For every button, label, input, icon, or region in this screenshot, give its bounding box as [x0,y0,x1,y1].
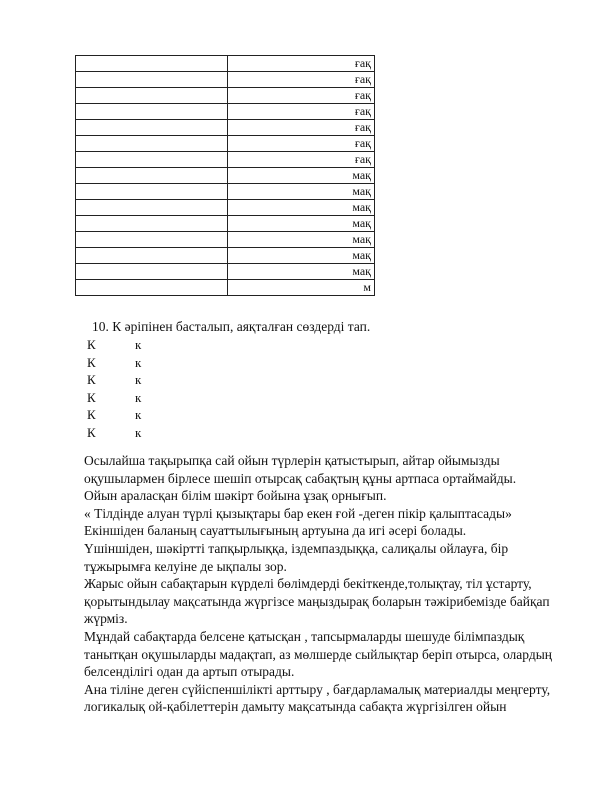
last-letter: к [135,337,142,352]
list-item [87,406,167,424]
task-title: 10. К әріпінен басталып, аяқталған сөздерді тап. [92,319,371,334]
letter-list [87,336,167,441]
last-letter: к [135,407,142,422]
body-line: оқушылармен бірлесе шешіп отырсақ сабақтың құны артпаса ортаймайды. [84,470,517,486]
table-cell-blank [76,232,228,248]
table-cell-suffix: ғақ [228,120,375,136]
body-line: тұжырымға келуіне де ықпалы зор. [84,558,287,574]
table-row [76,200,375,216]
suffix-table [75,55,375,296]
table-row [76,136,375,152]
body-line: жүрміз. [84,611,128,627]
table-cell-suffix: ғақ [228,72,375,88]
table-row [76,72,375,88]
first-letter: К [87,354,96,370]
table-row [76,280,375,296]
table-cell-suffix: мақ [228,184,375,200]
table-cell-suffix: ғақ [228,152,375,168]
body-line: белсенділігі одан да артып отырады. [84,664,295,680]
table-cell-suffix: мақ [228,248,375,264]
suffix-table-body [76,56,375,296]
table-cell-blank [76,248,228,264]
table-row [76,152,375,168]
body-line: Ана тіліне деген сүйіспеншілікті арттыру , бағдарламалық материалды меңгерту, [84,681,551,697]
table-row [76,104,375,120]
table-cell-suffix: ғақ [228,88,375,104]
table-cell-blank [76,88,228,104]
table-row [76,120,375,136]
first-letter: К [87,372,96,387]
list-item [87,371,167,389]
table-cell-blank [76,104,228,120]
table-cell-suffix: мақ [228,232,375,248]
body-line: Мұндай сабақтарда белсене қатысқан , тапсырмаларды шешуде білімпаздық [84,628,525,644]
table-cell-blank [76,168,228,184]
table-cell-blank [76,152,228,168]
table-cell-suffix: ғақ [228,104,375,120]
table-cell-blank [76,264,228,280]
table-row [76,88,375,104]
table-cell-suffix: ғақ [228,56,375,72]
table-row [76,248,375,264]
table-cell-blank [76,200,228,216]
first-letter: К [87,337,96,352]
body-line: Үшіншіден, шәкіртті тапқырлыққа, іздемпаздыққа, салиқалы ойлауға, бір [84,540,509,556]
table-row [76,168,375,184]
first-letter: К [87,407,96,422]
table-row [76,232,375,248]
table-cell-suffix: мақ [228,168,375,184]
body-line: логикалық ой-қабілеттерін дамыту мақсатында сабақта жүргізілген ойын [84,699,507,715]
body-line: Жарыс ойын сабақтарын күрделі бөлімдерді бекіткенде,толықтау, тіл ұстарту, [84,576,532,592]
list-item [87,336,167,354]
body-line: танытқан оқушыларды мадақтап, аз мөлшерде сыйлықтар беріп отырса, олардың [84,646,553,662]
body-line: қорытындылау мақсатында жүргізсе маңыздырақ боларын тәжірибемізде байқап [84,593,550,609]
table-cell-blank [76,216,228,232]
list-item [87,354,167,372]
first-letter: К [87,389,96,405]
last-letter: к [135,354,142,370]
table-cell-suffix: ғақ [228,136,375,152]
table-cell-blank [76,72,228,88]
body-text [84,452,564,716]
table-cell-suffix: м [228,280,375,296]
last-letter: к [135,424,142,440]
last-letter: к [135,389,142,405]
table-row [76,56,375,72]
table-cell-blank [76,120,228,136]
body-line: Екіншіден баланың сауаттылығының артуына да игі әсері болады. [84,523,467,539]
table-row [76,264,375,280]
list-item [87,424,167,442]
body-line: Ойын араласқан білім шәкірт бойына ұзақ орнығып. [84,488,387,504]
last-letter: к [135,372,142,387]
table-cell-blank [76,184,228,200]
table-cell-suffix: мақ [228,200,375,216]
table-row [76,216,375,232]
table-row [76,184,375,200]
body-line: Осылайша тақырыпқа сай ойын түрлерін қатыстырып, айтар ойымызды [84,453,500,468]
table-cell-suffix: мақ [228,264,375,280]
table-cell-blank [76,280,228,296]
table-cell-blank [76,56,228,72]
first-letter: К [87,424,96,440]
table-cell-suffix: мақ [228,216,375,232]
body-line: « Тілдіңде алуан түрлі қызықтары бар екен ғой -деген пікір қалыптасады» [84,505,512,521]
list-item [87,389,167,407]
table-cell-blank [76,136,228,152]
